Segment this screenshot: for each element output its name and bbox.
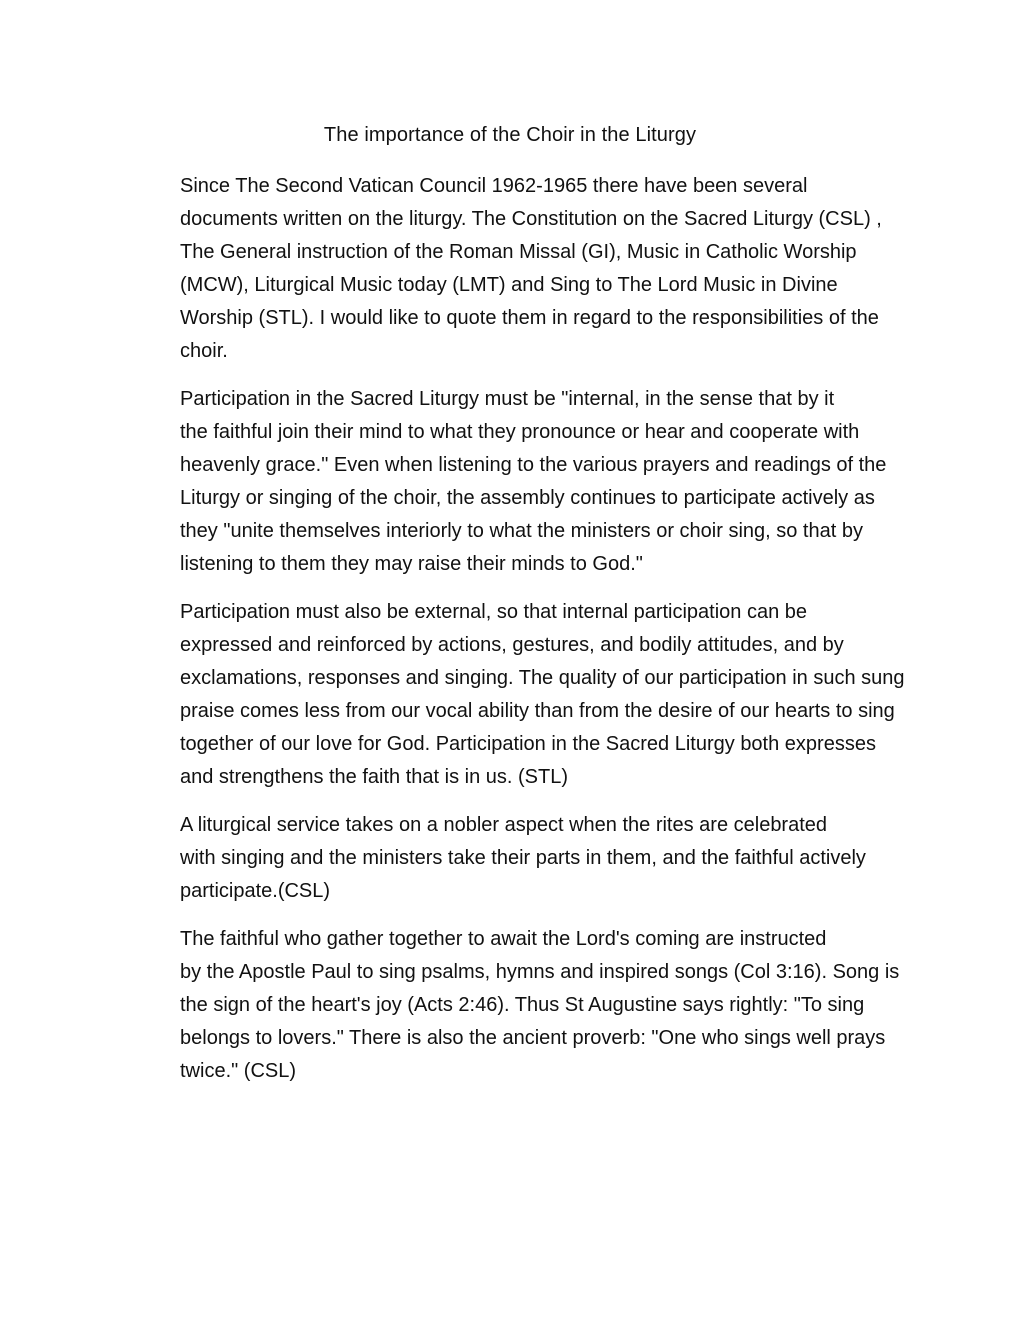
text-line: the sign of the heart's joy (Acts 2:46). Thus St Augustine says rightly: "To sing — [180, 994, 865, 1016]
text-line: Participation must also be external, so that internal participation can be — [180, 601, 808, 623]
paragraph-4 — [120, 809, 910, 908]
document-body — [120, 170, 910, 1103]
text-line: participate.(CSL) — [180, 880, 331, 902]
paragraph-1 — [120, 170, 910, 368]
text-line: The General instruction of the Roman Missal (GI), Music in Catholic Worship — [180, 241, 857, 263]
text-line: expressed and reinforced by actions, gestures, and bodily attitudes, and by — [180, 634, 844, 656]
text-line: heavenly grace." Even when listening to the various prayers and readings of the — [180, 454, 887, 476]
paragraph-2 — [120, 383, 910, 581]
text-line: Since The Second Vatican Council 1962-1965 there have been several — [180, 175, 808, 197]
paragraph-5 — [120, 923, 910, 1088]
text-line: listening to them they may raise their minds to God." — [180, 553, 643, 575]
paragraph-3 — [120, 596, 910, 794]
text-line: belongs to lovers." There is also the ancient proverb: "One who sings well prays — [180, 1027, 886, 1049]
text-line: the faithful join their mind to what they pronounce or hear and cooperate with — [180, 421, 860, 443]
text-line: by the Apostle Paul to sing psalms, hymns and inspired songs (Col 3:16). Song is — [180, 961, 900, 983]
text-line: choir. — [180, 340, 228, 362]
text-line: twice." (CSL) — [180, 1060, 297, 1082]
text-line: with singing and the ministers take their parts in them, and the faithful actively — [180, 847, 866, 869]
text-line: (MCW), Liturgical Music today (LMT) and Sing to The Lord Music in Divine — [180, 274, 838, 296]
text-line: Participation in the Sacred Liturgy must be "internal, in the sense that by it — [180, 388, 835, 410]
text-line: together of our love for God. Participation in the Sacred Liturgy both expresses — [180, 733, 876, 755]
document-title: The importance of the Choir in the Liturgy — [323, 124, 697, 146]
text-line: they "unite themselves interiorly to what the ministers or choir sing, so that by — [180, 520, 863, 542]
text-line: and strengthens the faith that is in us. (STL) — [180, 766, 568, 788]
text-line: Worship (STL). I would like to quote them in regard to the responsibilities of the — [180, 307, 879, 329]
text-line: praise comes less from our vocal ability than from the desire of our hearts to sing — [180, 700, 895, 722]
text-line: Liturgy or singing of the choir, the assembly continues to participate actively as — [180, 487, 875, 509]
text-line: documents written on the liturgy. The Constitution on the Sacred Liturgy (CSL) , — [180, 208, 882, 230]
text-line: exclamations, responses and singing. The quality of our participation in such sung — [180, 667, 905, 689]
text-line: A liturgical service takes on a nobler aspect when the rites are celebrated — [180, 814, 828, 836]
text-line: The faithful who gather together to await the Lord's coming are instructed — [180, 928, 827, 950]
